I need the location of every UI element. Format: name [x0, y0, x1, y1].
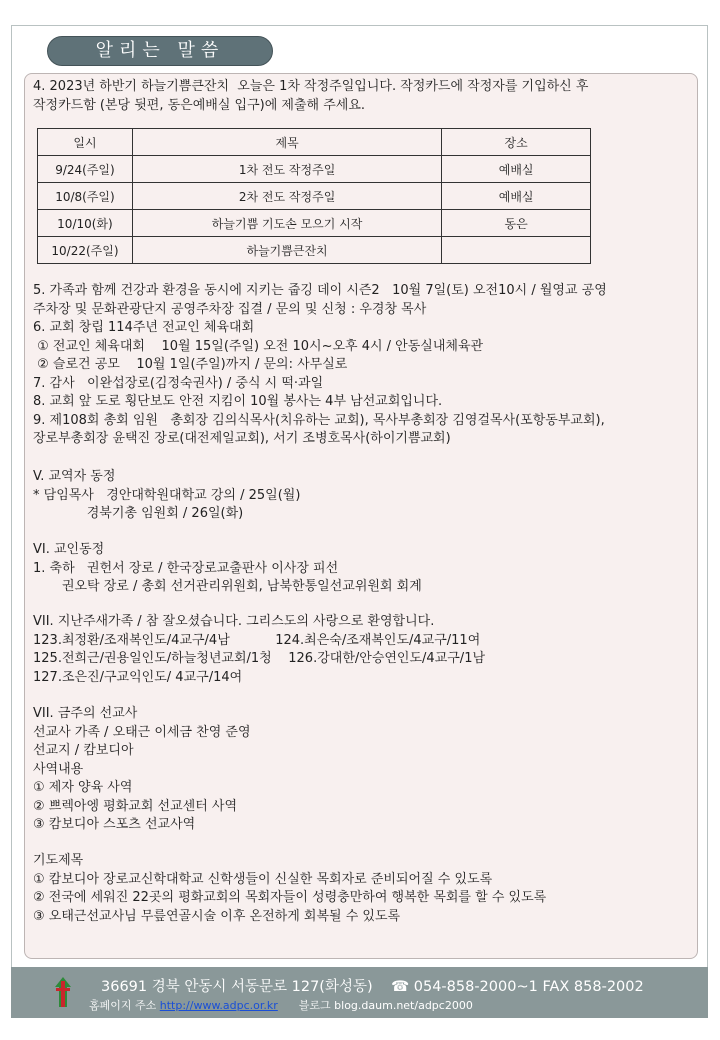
page-title: 알리는 말씀: [47, 36, 273, 66]
table-cell: 하늘기쁨큰잔치: [132, 237, 441, 264]
table-row: [38, 237, 591, 264]
table-header-cell: 일시: [38, 129, 133, 156]
table-header-row: [38, 129, 591, 156]
table-row: [38, 210, 591, 237]
table-cell: 10/22(주일): [38, 237, 133, 264]
section-staff-news: V. 교역자 동정 * 담임목사 경안대학원대학교 강의 / 25일(월) 경북기총 임원회 / 26일(화): [33, 469, 301, 521]
table-row: [38, 156, 591, 183]
table-cell: 9/24(주일): [38, 156, 133, 183]
church-logo-icon: [51, 975, 75, 1009]
table-cell: 10/10(화): [38, 210, 133, 237]
footer-address: 36691 경북 안동시 서동문로 127(화성동) ☎ 054-858-2000~1 FAX 858-2002: [101, 979, 644, 995]
table-cell: 예배실: [442, 156, 591, 183]
section-missionary: VII. 금주의 선교사 선교사 가족 / 오태근 이세금 찬영 준영 선교지 / 캄보디아 사역내용 ① 제자 양육 사역 ② 쁘렉아엥 평화교회 선교센터 사역 ③ 캄보디아 스포츠 선교사역: [33, 706, 251, 832]
table-cell: 2차 전도 작정주일: [132, 183, 441, 210]
table-cell: [442, 237, 591, 264]
table-cell: 하늘기쁨 기도손 모으기 시작: [132, 210, 441, 237]
section-new-family: VII. 지난주새가족 / 참 잘오셨습니다. 그리스도의 사랑으로 환영합니다. 123.최정환/조재복인도/4교구/4남 124.최은숙/조재복인도/4교구/11여 125.전희근/권용일인도/하늘청년교회/1청 126.강대한/안승연인도/4교구/1남 127.조은진/구교익인도/ 4교구/14여: [33, 614, 486, 685]
schedule-table: [37, 128, 591, 264]
homepage-label: 홈페이지 주소: [89, 999, 160, 1012]
table-cell: 1차 전도 작정주일: [132, 156, 441, 183]
table-cell: 동은: [442, 210, 591, 237]
footer-bar: [11, 967, 708, 1018]
section-prayer: 기도제목 ① 캄보디아 장로교신학대학교 신학생들이 신실한 목회자로 준비되어질 수 있도록 ② 전국에 세워진 22곳의 평화교회의 목회자들이 성령충만하여 행복한 목회를 할 수 있도록 ③ 오태근선교사님 무릎연골시술 이후 온전하게 회복될 수 있도록: [33, 853, 547, 924]
table-cell: 10/8(주일): [38, 183, 133, 210]
footer-links: [89, 997, 473, 1013]
table-cell: 예배실: [442, 183, 591, 210]
table-header-cell: 장소: [442, 129, 591, 156]
notice-items-5-9: 5. 가족과 함께 건강과 환경을 동시에 지키는 줍깅 데이 시즌2 10월 7일(토) 오전10시 / 월영교 공영 주차장 및 문화관광단지 공영주차장 집결 / 문의 및 신청 : 우경창 목사 6. 교회 창립 114주년 전교인 체육대회 ① 전교인 체육대회 10월 15일(주일) 오전 10시~오후 4시 / 안동실내체육관 ② 슬로건 공모 10월 1일(주일)까지 / 문의: 사무실로 7. 감사 이완섭장로(김정숙권사) / 중식 시 떡·과일 8. 교회 앞 도로 횡단보도 안전 지킴이 10월 봉사는 4부 남선교회입니다. 9. 제108회 총회 임원 총회장 김의식목사(치유하는 교회), 목사부총회장 김영걸목사(포항동부교회), 장로부총회장 윤택진 장로(대전제일교회), 서기 조병호목사(하이기쁨교회): [33, 283, 607, 446]
section-member-news: VI. 교인동정 1. 축하 권헌서 장로 / 한국장로교출판사 이사장 피선 권오탁 장로 / 총회 선거관리위원회, 남북한통일선교위원회 회계: [33, 542, 422, 594]
table-row: [38, 183, 591, 210]
table-header-cell: 제목: [132, 129, 441, 156]
homepage-link[interactable]: http://www.adpc.or.kr: [159, 999, 278, 1012]
notice-item-4: 4. 2023년 하반기 하늘기쁨큰잔치 오늘은 1차 작정주일입니다. 작정카드에 작정자를 기입하신 후 작정카드함 (본당 뒷편, 동은예배실 입구)에 제출해 주세요.: [33, 79, 589, 113]
blog-address: 블로그 blog.daum.net/adpc2000: [277, 999, 473, 1012]
